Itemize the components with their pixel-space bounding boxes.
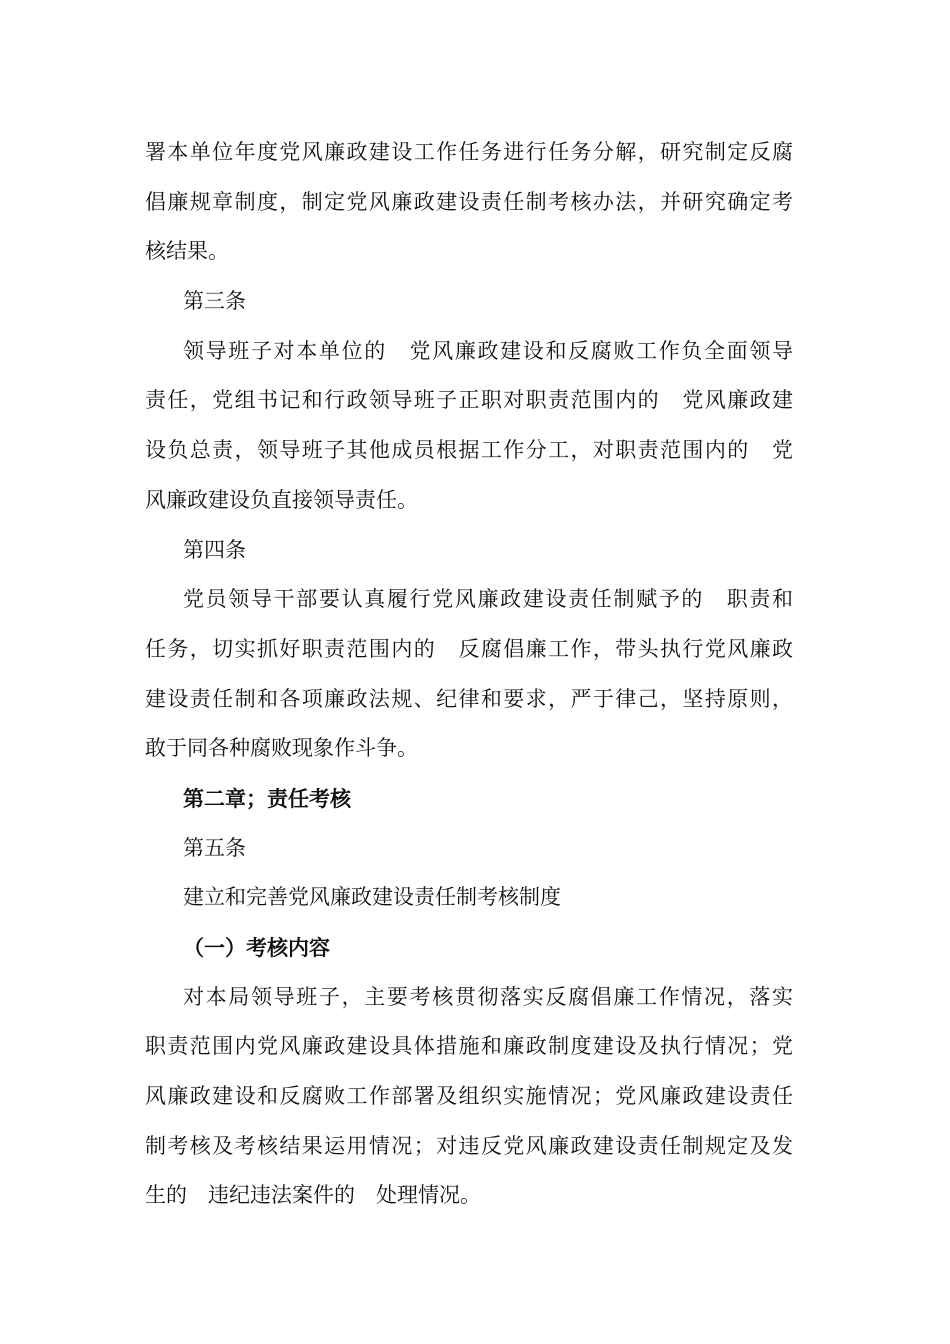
text-line: 生的 违纪违法案件的 处理情况。 bbox=[145, 1183, 481, 1208]
text-line: 署本单位年度党风廉政建设工作任务进行任务分解，研究制定反腐 bbox=[145, 140, 793, 164]
document-page bbox=[145, 128, 793, 1221]
text-line: 建设责任制和各项廉政法规、纪律和要求，严于律己，坚持原则， bbox=[145, 686, 793, 711]
text-line: 党员领导干部要认真履行党风廉政建设责任制赋予的 职责和 bbox=[183, 587, 793, 612]
text-line: 职责范围内党风廉政建设具体措施和廉政制度建设及执行情况；党 bbox=[145, 1034, 793, 1059]
text-line: 第四条 bbox=[183, 537, 246, 562]
text-line: 第五条 bbox=[183, 835, 246, 860]
text-line: 敢于同各种腐败现象作斗争。 bbox=[145, 736, 418, 761]
text-line: 风廉政建设负直接领导责任。 bbox=[145, 487, 418, 512]
section-heading: 第二章；责任考核 bbox=[183, 785, 351, 811]
text-line: 倡廉规章制度，制定党风廉政建设责任制考核办法，并研究确定考 bbox=[145, 189, 793, 214]
text-line: 核结果。 bbox=[145, 239, 229, 264]
text-line: 风廉政建设和反腐败工作部署及组织实施情况；党风廉政建设责任 bbox=[145, 1084, 793, 1109]
text-line: 责任，党组书记和行政领导班子正职对职责范围内的 党风廉政建 bbox=[145, 388, 793, 413]
text-line: 领导班子对本单位的 党风廉政建设和反腐败工作负全面领导 bbox=[183, 338, 793, 363]
text-line: 对本局领导班子，主要考核贯彻落实反腐倡廉工作情况，落实 bbox=[183, 984, 793, 1009]
text-line: 任务，切实抓好职责范围内的 反腐倡廉工作，带头执行党风廉政 bbox=[145, 636, 793, 661]
text-line: 制考核及考核结果运用情况；对违反党风廉政建设责任制规定及发 bbox=[145, 1133, 793, 1158]
text-line: 建立和完善党风廉政建设责任制考核制度 bbox=[183, 885, 561, 910]
section-heading: （一）考核内容 bbox=[183, 935, 330, 960]
text-line: 设负总责，领导班子其他成员根据工作分工，对职责范围内的 党 bbox=[145, 438, 793, 463]
text-line: 第三条 bbox=[183, 289, 246, 314]
